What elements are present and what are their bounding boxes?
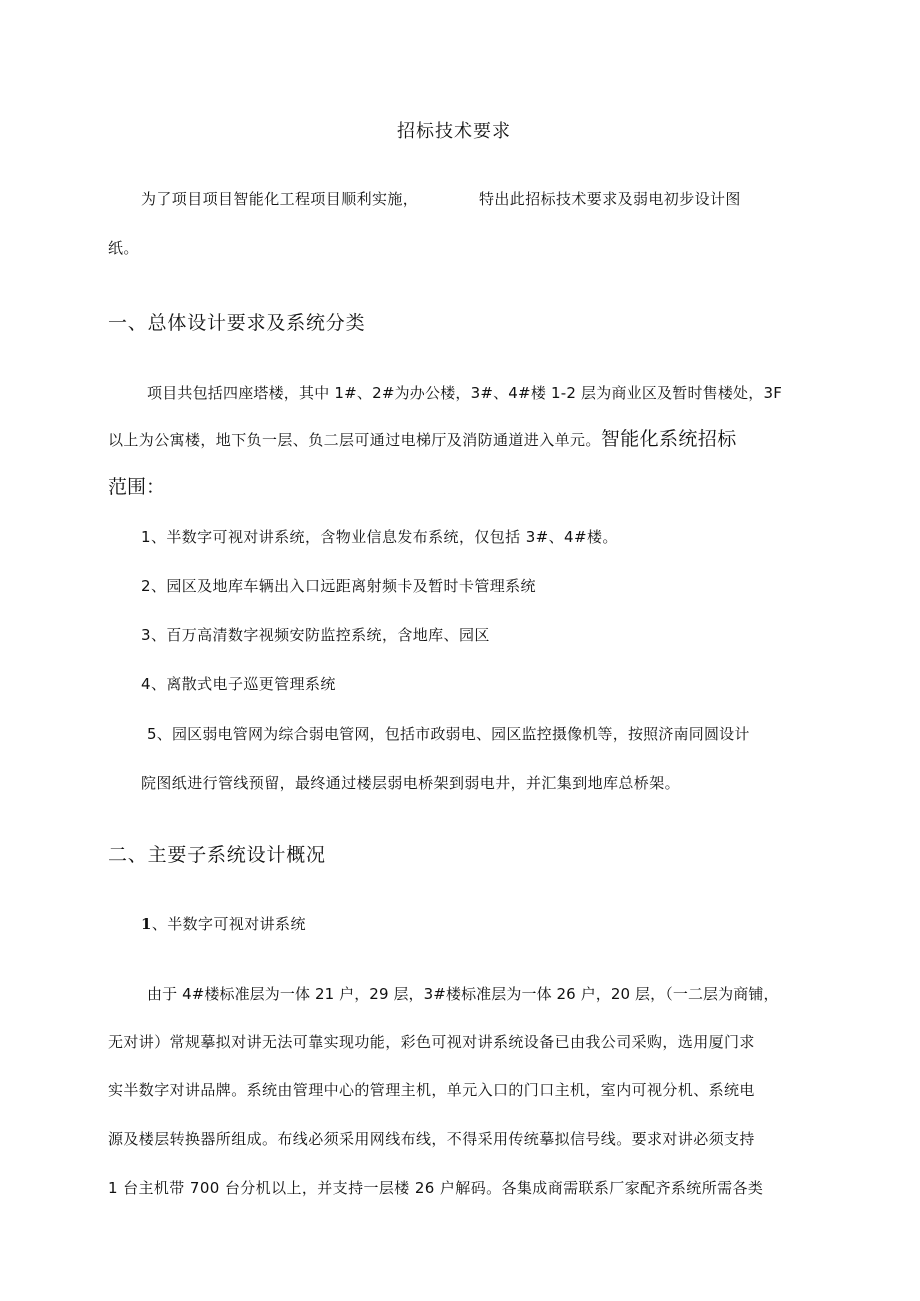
paragraph-text: 以上为公寓楼，地下负一层、负二层可通过电梯厅及消防通道进入单元。	[108, 431, 601, 449]
list-item-5: 5、园区弱电管网为综合弱电管网，包括市政弱电、园区监控摄像机等，按照济南同圆设计	[147, 725, 750, 743]
section-2-paragraph-line-2: 无对讲）常规摹拟对讲无法可靠实现功能，彩色可视对讲系统设备已由我公司采购，选用厦门求	[108, 1033, 755, 1051]
list-item-2: 2、园区及地库车辆出入口远距离射频卡及暂时卡管理系统	[141, 577, 536, 595]
section-2-paragraph-line-4: 源及楼层转换器所组成。布线必须采用网线布线，不得采用传统摹拟信号线。要求对讲必须支持	[108, 1130, 755, 1148]
section-1-paragraph-line-2	[108, 430, 737, 449]
subsection-number: 1	[141, 915, 152, 933]
section-2-heading: 二、主要子系统设计概况	[108, 844, 326, 866]
intro-line-1-part-1: 为了项目项目智能化工程项目顺利实施，	[141, 190, 419, 208]
section-2-paragraph-line-1: 由于 4#楼标准层为一体 21 户，29 层，3#楼标准层为一体 26 户，20 层，（一二层为商铺，	[147, 985, 779, 1003]
paragraph-text-large: 智能化系统招标	[600, 428, 737, 450]
list-item-1: 1、半数字可视对讲系统，含物业信息发布系统，仅包括 3#、4#楼。	[141, 528, 618, 546]
list-item-3: 3、百万高清数字视频安防监控系统，含地库、园区	[141, 626, 490, 644]
subsection-1-heading	[141, 917, 306, 932]
intro-line-1-part-2: 特出此招标技术要求及弱电初步设计图	[479, 190, 741, 208]
section-1-paragraph-line-3: 范围：	[108, 476, 166, 498]
section-1-heading: 一、总体设计要求及系统分类	[108, 312, 366, 334]
list-item-5-continuation: 院图纸进行管线预留，最终通过楼层弱电桥架到弱电井，并汇集到地库总桥架。	[141, 774, 681, 792]
list-item-4: 4、离散式电子巡更管理系统	[141, 675, 336, 693]
section-2-paragraph-line-5: 1 台主机带 700 台分机以上，并支持一层楼 26 户解码。各集成商需联系厂家配齐系统所需各类	[108, 1179, 764, 1197]
document-title: 招标技术要求	[397, 121, 511, 142]
section-1-paragraph-line-1: 项目共包括四座塔楼，其中 1#、2#为办公楼，3#、4#楼 1-2 层为商业区及暂时售楼处，3F	[147, 384, 783, 402]
section-2-paragraph-line-3: 实半数字对讲品牌。系统由管理中心的管理主机，单元入口的门口主机，室内可视分机、系统电	[108, 1081, 755, 1099]
intro-line-2: 纸。	[108, 239, 139, 257]
subsection-title: 、半数字可视对讲系统	[151, 915, 306, 933]
